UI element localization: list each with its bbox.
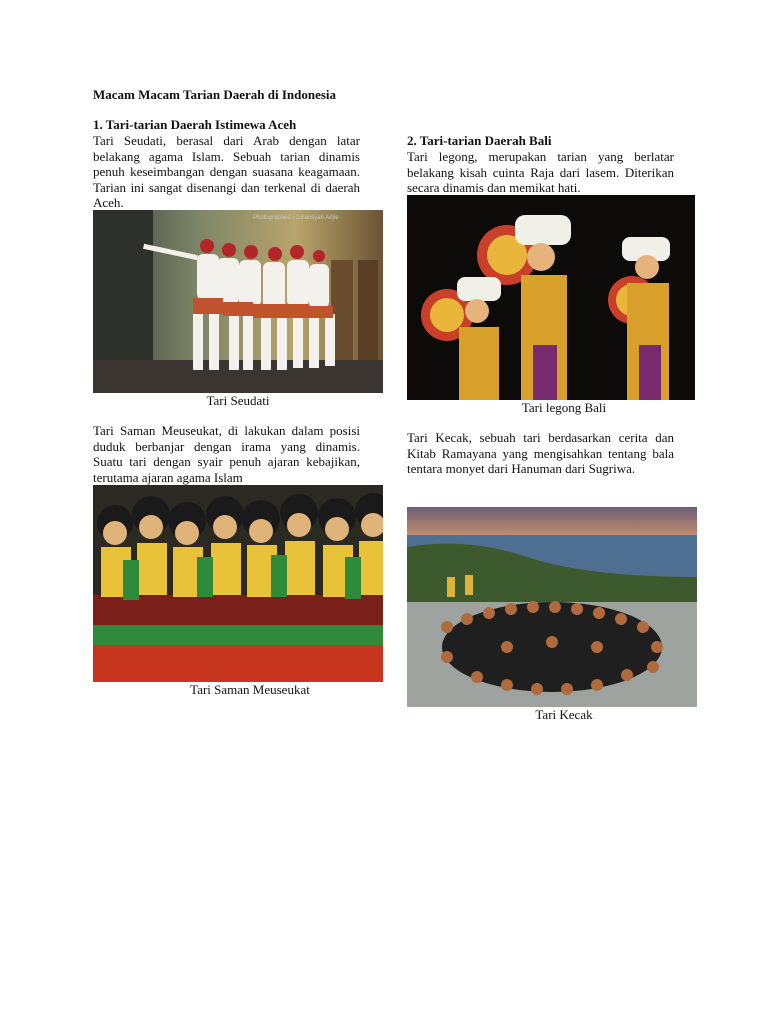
document-title: Macam Macam Tarian Daerah di Indonesia bbox=[93, 87, 337, 102]
caption-saman-meuseukat: Tari Saman Meuseukat bbox=[190, 682, 310, 697]
paragraph-kecak: Tari Kecak, sebuah tari berdasarkan cerita dan Kitab Ramayana yang mengisahkan tentang bala tentara monyet dari Hanuman dari Sugriwa. bbox=[407, 430, 674, 476]
photo-seudati bbox=[93, 210, 383, 393]
paragraph-saman: Tari Saman Meuseukat, di lakukan dalam posisi duduk berbanjar dengan irama yang dinamis. Suatu tari dengan syair penuh ajaran kebajikan, terutama ajaran agama Islam bbox=[93, 423, 360, 485]
photo-watermark: Photographed | Juliansyah Adjie bbox=[253, 215, 339, 221]
caption-seudati: Tari Seudati bbox=[206, 393, 270, 408]
caption-legong-bali: Tari legong Bali bbox=[521, 400, 607, 415]
paragraph-legong: Tari legong, merupakan tarian yang berlatar belakang kisah cuinta Raja dari lasem. Diterikan secara dinamis dan memikat hati. bbox=[407, 149, 674, 195]
photo-saman-meuseukat bbox=[93, 485, 383, 682]
paragraph-seudati: Tari Seudati, berasal dari Arab dengan latar belakang agama Islam. Sebuah tarian dinamis penuh keseimbangan dengan suasana keagamaan. Tarian ini sangat disenangi dan terkenal di daerah Aceh. bbox=[93, 133, 360, 210]
photo-legong-bali bbox=[407, 195, 695, 400]
section-heading-bali: 2. Tari-tarian Daerah Bali bbox=[407, 133, 552, 148]
section-heading-aceh: 1. Tari-tarian Daerah Istimewa Aceh bbox=[93, 117, 297, 132]
caption-kecak: Tari Kecak bbox=[535, 707, 593, 722]
photo-kecak bbox=[407, 507, 697, 707]
